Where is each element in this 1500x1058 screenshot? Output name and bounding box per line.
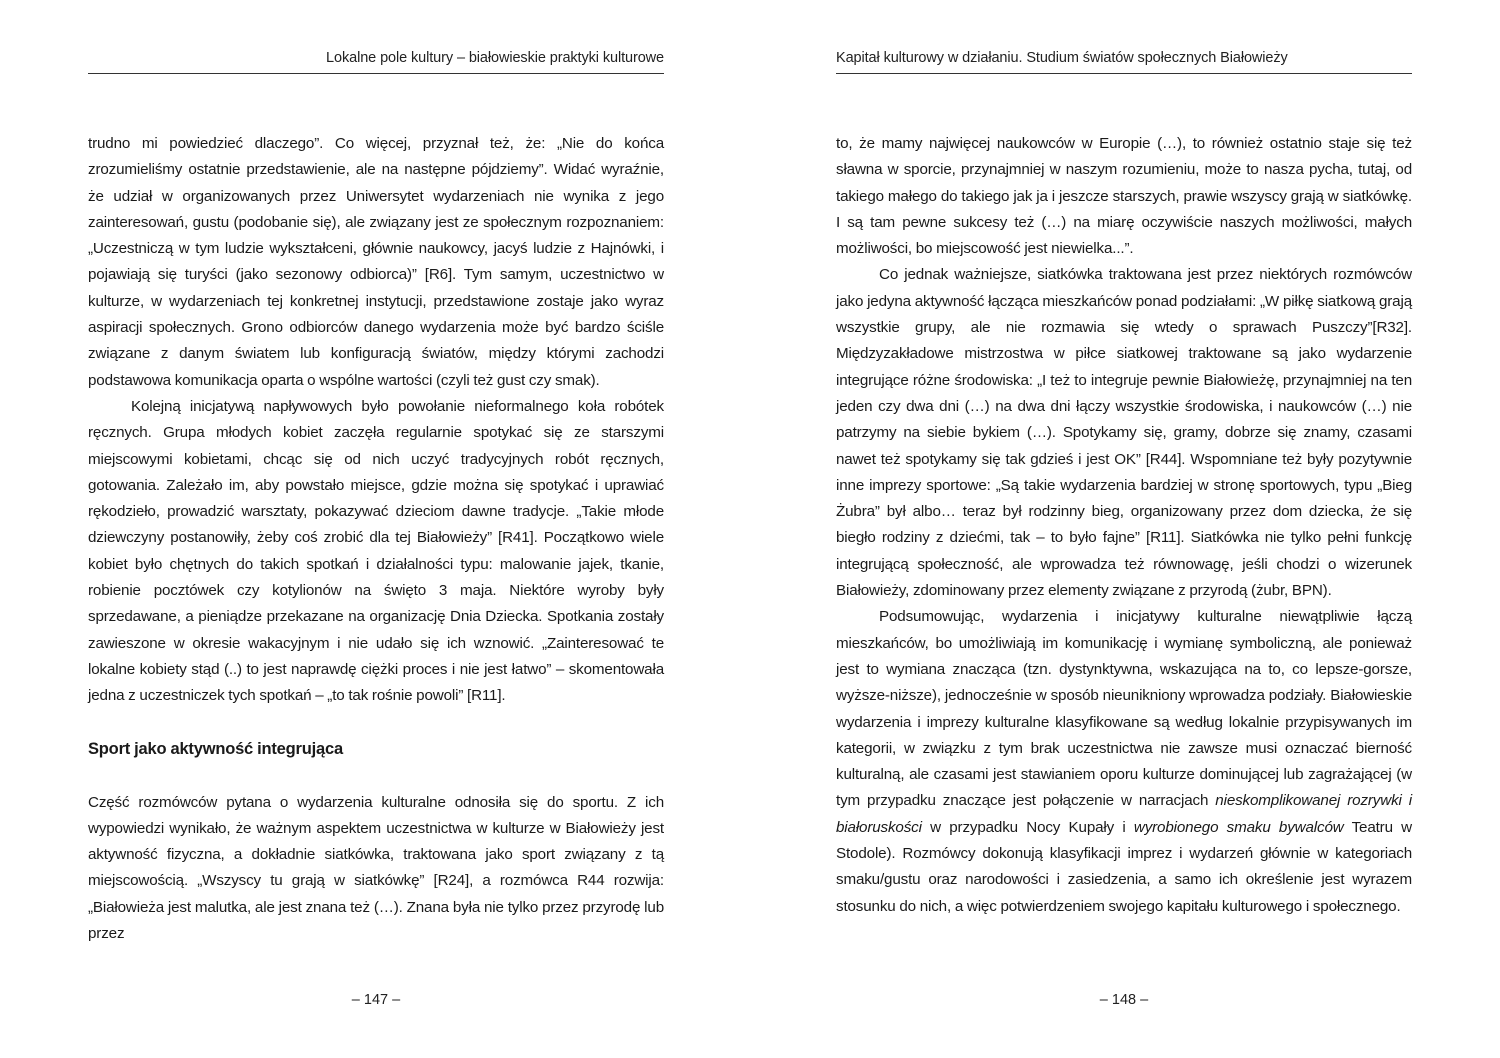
paragraph-text: Teatru w Stodole). Rozmówcy dokonują klasyfikacji imprez i wydarzeń głównie w kategoriach smaku/gustu oraz narodowości i zasiedzenia, a samo ich określenie jest wyrazem stosunku do nich, a więc potwierdzeniem swojego kapitału kulturowego i społecznego. [836,818,1412,915]
page-number: – 147 – [351,992,401,1008]
paragraph-text: w przypadku Nocy Kupały i [921,818,1134,836]
section-heading: Sport jako aktywność integrująca [88,739,343,758]
paragraph: to, że mamy najwięcej naukowców w Europie (…), to również ostatnio staje się też sławna w sporcie, przynajmniej w naszym rozumieniu, może to nasza pycha, tutaj, od takiego małego do takiego jak ja i jeszcze starszych, prawie wszyscy grają w siatkówkę. I są tam pewne sukcesy też (…) na miarę oczywiście naszych możliwości, małych możliwości, bo miejscowość jest niewielka...”. [836,135,1412,258]
header-rule [88,73,664,74]
left-page [88,0,664,1058]
paragraph-text: Podsumowując, wydarzenia i inicjatywy kulturalne niewątpliwie łączą mieszkańców, bo umożliwiają im komunikację i wymianę symboliczną, ale ponieważ jest to wymiana znacząca (tzn. dystynktywna, wskazująca na to, co lepsze-gorsze, wyższe-niższe), jednocześnie w sposób nieunikniony wprowadza podziały. Białowieskie wydarzenia i imprezy kulturalne klasyfikowane są według lokalnie przypisywanych im kategorii, w związku z tym brak uczestnictwa nie zawsze musi oznaczać bierność kulturalną, ale czasami jest stawianiem oporu kulturze dominującej lub zagrażającej (w tym przypadku znaczące jest połączenie w narracjach [836,608,1412,810]
paragraph: Co jednak ważniejsze, siatkówka traktowana jest przez niektórych rozmówców jako jedyna aktywność łącząca mieszkańców ponad podziałami: „W piłkę siatkową grają wszystkie grupy, ale nie rozmawia się wtedy o sprawach Puszczy”[R32]. Międzyzakładowe mistrzostwa w piłce siatkowej traktowane są jako wydarzenie integrujące różne środowiska: „I też to integruje pewnie Białowieżę, przynajmniej na ten jeden czy dwa dni (…) na dwa dni łączy wszystkie środowiska, i naukowców (…) nie patrzymy na siebie bykiem (…). Spotykamy się, gramy, dobrze się znamy, czasami nawet też spotykamy się tak gdzieś i jest OK” [R44]. Wspomniane też były pozytywnie inne imprezy sportowe: „Są takie wydarzenia bardziej w stronę sportowych, typu „Bieg Żubra” był albo… teraz był rodzinny bieg, organizowany przez dom dziecka, że się biegło rodziny z dziećmi, tak – to było fajne” [R11]. Siatkówka nie tylko pełni funkcję integrującą społeczność, ale wprowadza też równowagę, jeśli chodzi o wizerunek Białowieży, zdominowany przez elementy związane z przyrodą (żubr, BPN). [836,266,1412,600]
page-body [836,131,1412,920]
header-rule [836,73,1412,74]
running-head: Lokalne pole kultury – białowieskie praktyki kulturowe [326,50,664,66]
paragraph: Część rozmówców pytana o wydarzenia kulturalne odnosiła się do sportu. Z ich wypowiedzi wynikało, że ważnym aspektem uczestnictwa w kulturze w Białowieży jest aktywność fizyczna, a dokładnie siatkówka, traktowana jako sport związany z tą miejscowością. „Wszyscy tu grają w siatkówkę” [R24], a rozmówca R44 rozwija: „Białowieża jest malutka, ale jest znana też (…). Znana była nie tylko przez przyrodę lub przez [88,793,664,943]
running-head: Kapitał kulturowy w działaniu. Studium światów społecznych Białowieży [836,50,1288,66]
italic-phrase: wyrobionego smaku bywalców [1133,818,1344,836]
paragraph [836,604,1412,920]
right-page [836,0,1412,1058]
page-number: – 148 – [1099,992,1149,1008]
italic-phrase: nieskomplikowanej rozrywki i białoruskości [836,792,1412,836]
paragraph: Kolejną inicjatywą napływowych było powołanie nieformalnego koła robótek ręcznych. Grupa młodych kobiet zaczęła regularnie spotykać się ze starszymi miejscowymi kobietami, chcąc się od nich uczyć tradycyjnych robót ręcznych, gotowania. Zależało im, aby powstało miejsce, gdzie można się spotykać i uprawiać rękodzieło, prowadzić warsztaty, pokazywać dzieciom dawne tradycje. „Takie młode dziewczyny postanowiły, żeby coś zrobić dla tej Białowieży” [R41]. Początkowo wiele kobiet było chętnych do takich spotkań i działalności typu: malowanie jajek, tkanie, robienie pocztówek czy kotylionów na święto 3 maja. Niektóre wyroby były sprzedawane, a pieniądze przekazane na organizację Dnia Dziecka. Spotkania zostały zawieszone w okresie wakacyjnym i nie udało się ich wznowić. „Zainteresować te lokalne kobiety stąd (..) to jest naprawdę ciężki proces i nie jest łatwo” – skomentowała jedna z uczestniczek tych spotkań – „to tak rośnie powoli” [R11]. [88,397,664,705]
paragraph: trudno mi powiedzieć dlaczego”. Co więcej, przyznał też, że: „Nie do końca zrozumieliśmy ostatnie przedstawienie, ale na następne pójdziemy”. Widać wyraźnie, że udział w organizowanych przez Uniwersytet wydarzeniach nie wynika z jego zainteresowań, gustu (podobanie się), ale związany jest ze społecznym rozpoznaniem: „Uczestniczą w tym ludzie wykształceni, głównie naukowcy, jacyś ludzie z Hajnówki, i pojawiają się turyści (jako sezonowy odbiorca)” [R6]. Tym samym, uczestnictwo w kulturze, w wydarzeniach tej konkretnej instytucji, przedstawione zostaje jako wyraz aspiracji społecznych. Grono odbiorców danego wydarzenia może być bardzo ściśle związane z danym światem lub konfiguracją światów, między którymi zachodzi podstawowa komunikacja oparta o wspólne wartości (czyli też gust czy smak). [88,135,664,389]
page-body [88,131,664,947]
